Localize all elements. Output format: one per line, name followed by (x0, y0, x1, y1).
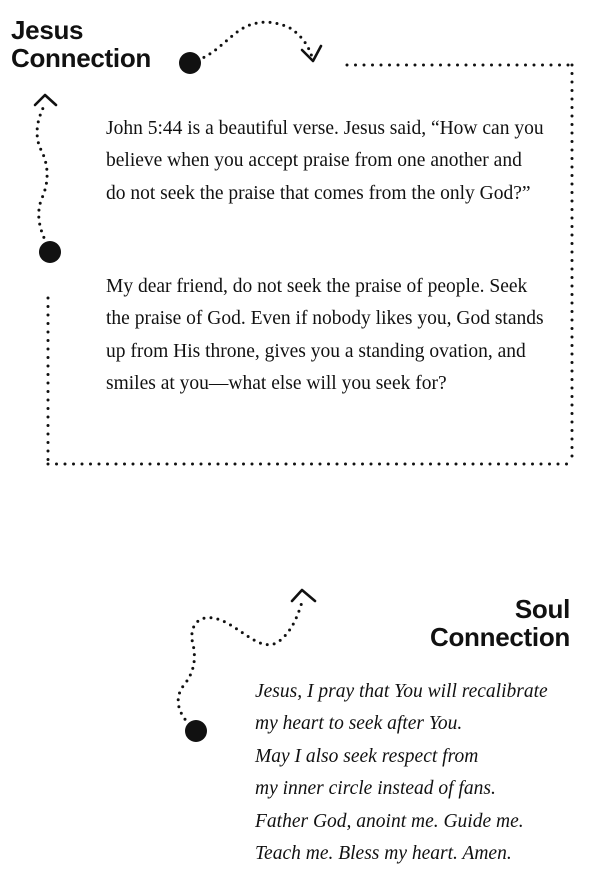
soul-heading-line2: Connection (430, 622, 570, 652)
jesus-connection-heading (11, 16, 151, 72)
squiggle-arrow-top (191, 22, 312, 63)
squiggle-arrow-left (37, 104, 50, 250)
prayer-line: Jesus, I pray that You will recalibrate (255, 681, 548, 702)
arrowhead-left-icon (35, 95, 56, 105)
arrowhead-top-icon (302, 46, 321, 61)
bottom-dot-icon (185, 720, 207, 742)
prayer-line: Father God, anoint me. Guide me. (255, 810, 524, 832)
prayer-line: my heart to seek after You. (255, 713, 463, 735)
soul-heading-line1: Soul (514, 594, 570, 624)
prayer-line: my inner circle instead of fans. (255, 778, 496, 800)
prayer-line: May I also seek respect from (255, 745, 479, 767)
jesus-paragraph-2: My dear friend, do not seek the praise of people. Seek the praise of God. Even if nobody likes you, God stands up from His throne, gives you a standing ovation, and smiles at you—what else will you seek for? (106, 276, 544, 395)
heading-dot-icon (179, 52, 201, 74)
prayer-line: Teach me. Bless my heart. Amen. (255, 843, 512, 865)
jesus-paragraph-1: John 5:44 is a beautiful verse. Jesus said, “How can you believe when you accept praise from one another and do not seek the praise that comes from the only God?” (106, 118, 544, 204)
left-dot-icon (39, 241, 61, 263)
soul-prayer (255, 676, 548, 870)
soul-connection-heading (430, 595, 570, 651)
jesus-heading-line2: Connection (11, 43, 151, 73)
arrowhead-bottom-icon (292, 590, 315, 601)
jesus-heading-line1: Jesus (11, 15, 84, 45)
